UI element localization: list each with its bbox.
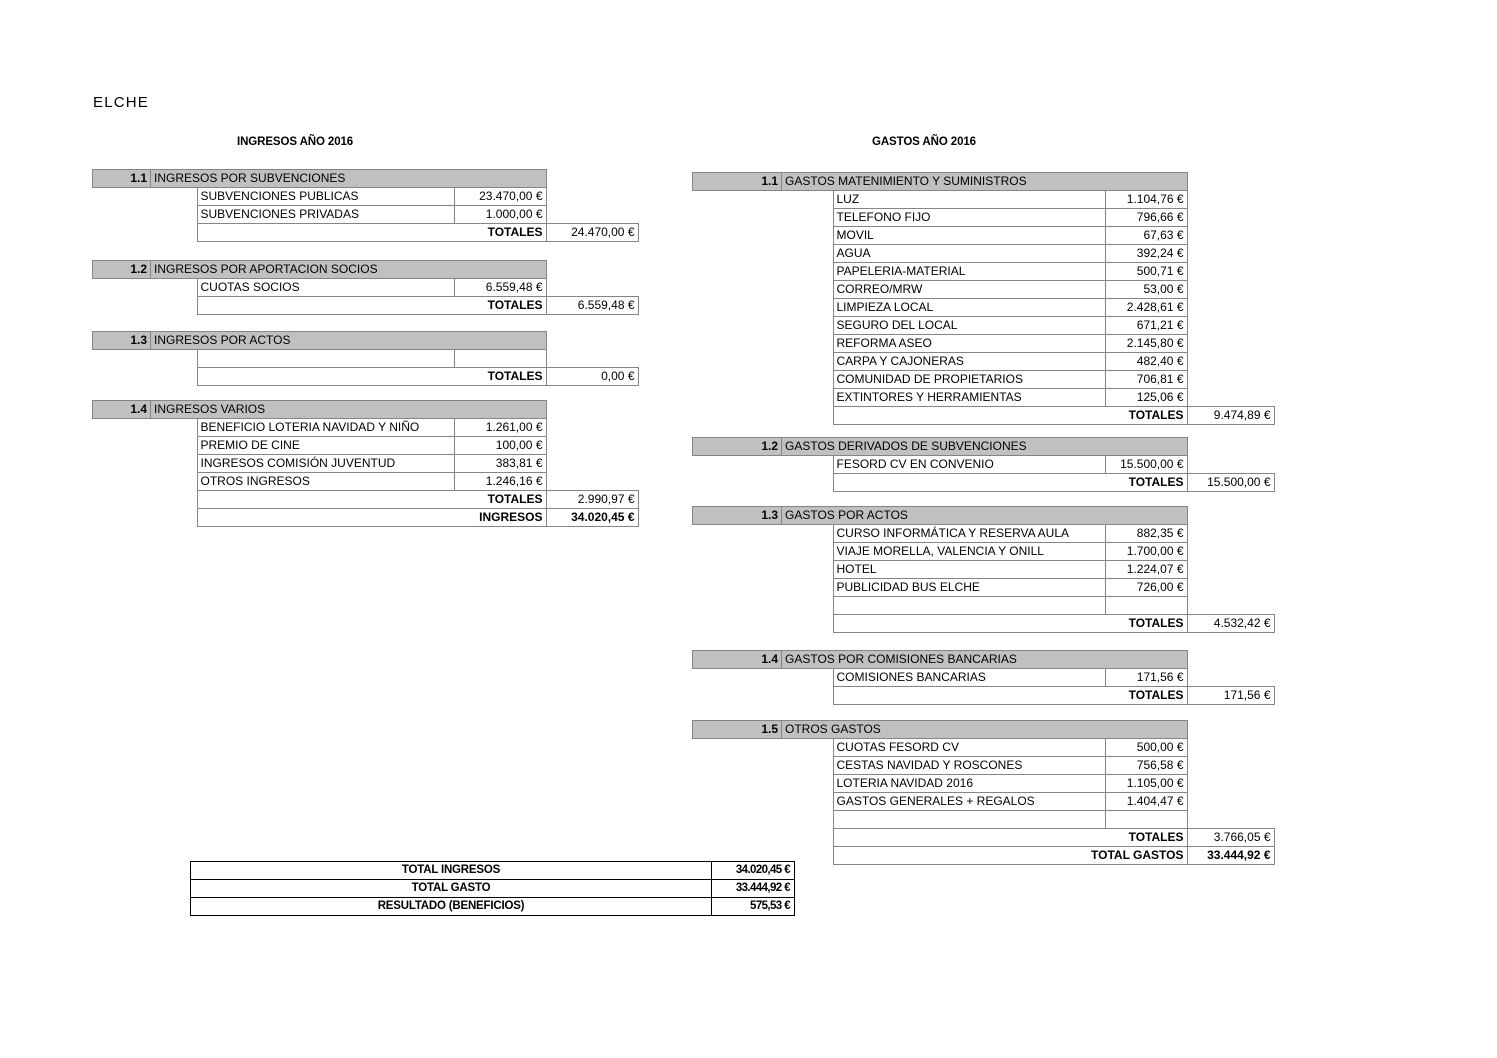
spacer-cell: [1187, 651, 1274, 669]
row-value: [454, 350, 546, 368]
section-header-row: [93, 332, 639, 350]
row-value: 500,71 €: [1105, 263, 1187, 281]
totals-label: TOTALES: [833, 687, 1187, 705]
section-header-row: [93, 170, 639, 188]
row-value: 726,00 €: [1105, 579, 1187, 597]
row-label: EXTINTORES Y HERRAMIENTAS: [833, 389, 1105, 407]
spacer-cell: [546, 419, 638, 437]
row-value: 2.428,61 €: [1105, 299, 1187, 317]
row-value: 6.559,48 €: [454, 279, 546, 297]
table-row: [93, 279, 639, 297]
totals-row: [693, 829, 1275, 847]
totals-row: [93, 297, 639, 315]
spacer-cell: [1187, 227, 1274, 245]
row-value: 67,63 €: [1105, 227, 1187, 245]
row-indent: [93, 437, 198, 455]
spacer-cell: [1187, 775, 1274, 793]
totals-row: [693, 687, 1275, 705]
totals-label: TOTALES: [833, 407, 1187, 425]
section-title: GASTOS POR ACTOS: [782, 507, 1188, 525]
row-value: [1105, 811, 1187, 829]
table-row: [693, 579, 1275, 597]
row-label: MOVIL: [833, 227, 1105, 245]
summary-label: TOTAL INGRESOS: [191, 862, 712, 880]
grand-total-label: TOTAL GASTOS: [833, 847, 1187, 865]
section-header-row: [693, 438, 1275, 456]
spacer-cell: [1187, 209, 1274, 227]
row-indent: [693, 775, 834, 793]
row-indent: [693, 561, 834, 579]
totals-row: [693, 615, 1275, 633]
row-label: REFORMA ASEO: [833, 335, 1105, 353]
income-column-heading: INGRESOS AÑO 2016: [237, 136, 354, 148]
row-label: LIMPIEZA LOCAL: [833, 299, 1105, 317]
table-row: [693, 543, 1275, 561]
section-grid: [692, 650, 1275, 705]
section-grid: [92, 260, 639, 315]
row-value: [1105, 597, 1187, 615]
row-label: OTROS INGRESOS: [197, 473, 454, 491]
income-section-1-1: [92, 169, 639, 242]
table-row: [93, 473, 639, 491]
spacer-cell: [1187, 811, 1274, 829]
row-value: 383,81 €: [454, 455, 546, 473]
table-row: [693, 597, 1275, 615]
row-indent: [93, 509, 198, 527]
spacer-cell: [1187, 543, 1274, 561]
row-indent: [693, 299, 834, 317]
row-label: COMISIONES BANCARIAS: [833, 669, 1105, 687]
row-indent: [693, 811, 834, 829]
table-row: [93, 188, 639, 206]
row-label: PREMIO DE CINE: [197, 437, 454, 455]
row-indent: [93, 455, 198, 473]
row-indent: [693, 281, 834, 299]
section-header-row: [93, 261, 639, 279]
row-indent: [693, 389, 834, 407]
section-title: GASTOS POR COMISIONES BANCARIAS: [782, 651, 1188, 669]
section-number: 1.1: [93, 170, 151, 188]
expense-section-1-5: [692, 720, 1275, 865]
row-indent: [93, 297, 198, 315]
page-title: ELCHE: [93, 94, 150, 111]
table-row: [693, 739, 1275, 757]
grand-total-label: INGRESOS: [197, 509, 546, 527]
table-row: [693, 757, 1275, 775]
table-row: [693, 299, 1275, 317]
row-label: SUBVENCIONES PUBLICAS: [197, 188, 454, 206]
summary-row: [191, 898, 795, 916]
row-label: LUZ: [833, 191, 1105, 209]
row-indent: [93, 350, 198, 368]
totals-value: 3.766,05 €: [1187, 829, 1274, 847]
summary-value: 34.020,45 €: [712, 862, 795, 880]
totals-row: [693, 407, 1275, 425]
summary-row: [191, 880, 795, 898]
spacer-cell: [546, 455, 638, 473]
table-row: [693, 335, 1275, 353]
row-indent: [93, 279, 198, 297]
section-title: OTROS GASTOS: [782, 721, 1188, 739]
spacer-cell: [1187, 721, 1274, 739]
table-row: [93, 419, 639, 437]
row-indent: [693, 227, 834, 245]
row-value: 706,81 €: [1105, 371, 1187, 389]
section-header-row: [93, 401, 639, 419]
totals-label: TOTALES: [833, 474, 1187, 492]
table-row: [693, 245, 1275, 263]
spacer-cell: [546, 437, 638, 455]
section-grid: [692, 172, 1275, 425]
totals-label: TOTALES: [197, 491, 546, 509]
row-value: 500,00 €: [1105, 739, 1187, 757]
spacer-cell: [546, 332, 638, 350]
summary-table: [190, 861, 795, 916]
row-label: PAPELERIA-MATERIAL: [833, 263, 1105, 281]
row-label: [833, 597, 1105, 615]
row-indent: [693, 191, 834, 209]
grand-total-value: 33.444,92 €: [1187, 847, 1274, 865]
spacer-cell: [1187, 281, 1274, 299]
table-row: [693, 561, 1275, 579]
row-label: GASTOS GENERALES + REGALOS: [833, 793, 1105, 811]
row-label: VIAJE MORELLA, VALENCIA Y ONILL: [833, 543, 1105, 561]
row-value: 756,58 €: [1105, 757, 1187, 775]
section-number: 1.4: [93, 401, 151, 419]
spacer-cell: [546, 279, 638, 297]
income-section-1-2: [92, 260, 639, 315]
spacer-cell: [1187, 525, 1274, 543]
grand-total-value: 34.020,45 €: [546, 509, 638, 527]
section-number: 1.2: [93, 261, 151, 279]
table-row: [693, 209, 1275, 227]
row-label: CARPA Y CAJONERAS: [833, 353, 1105, 371]
expense-section-1-3: [692, 506, 1275, 633]
section-number: 1.4: [693, 651, 782, 669]
row-value: 23.470,00 €: [454, 188, 546, 206]
row-indent: [93, 419, 198, 437]
row-indent: [693, 739, 834, 757]
section-title: INGRESOS POR APORTACION SOCIOS: [151, 261, 547, 279]
row-indent: [93, 224, 198, 242]
spacer-cell: [1187, 317, 1274, 335]
totals-value: 171,56 €: [1187, 687, 1274, 705]
totals-row: [93, 368, 639, 386]
section-header-row: [693, 651, 1275, 669]
table-row: [693, 793, 1275, 811]
row-indent: [693, 829, 834, 847]
totals-label: TOTALES: [197, 224, 546, 242]
spacer-cell: [1187, 353, 1274, 371]
row-value: 671,21 €: [1105, 317, 1187, 335]
row-indent: [693, 353, 834, 371]
totals-value: 2.990,97 €: [546, 491, 638, 509]
table-row: [693, 371, 1275, 389]
totals-label: TOTALES: [197, 297, 546, 315]
row-value: 1.000,00 €: [454, 206, 546, 224]
row-indent: [693, 757, 834, 775]
totals-label: TOTALES: [833, 829, 1187, 847]
table-row: [693, 669, 1275, 687]
spacer-cell: [1187, 561, 1274, 579]
totals-row: [93, 491, 639, 509]
row-indent: [693, 669, 834, 687]
row-value: 1.246,16 €: [454, 473, 546, 491]
row-indent: [693, 245, 834, 263]
row-label: CURSO INFORMÁTICA Y RESERVA AULA: [833, 525, 1105, 543]
row-label: BENEFICIO LOTERIA NAVIDAD Y NIÑO: [197, 419, 454, 437]
table-row: [693, 389, 1275, 407]
row-label: SUBVENCIONES PRIVADAS: [197, 206, 454, 224]
section-grid: [692, 437, 1275, 492]
row-label: CORREO/MRW: [833, 281, 1105, 299]
row-indent: [693, 263, 834, 281]
table-row: [93, 437, 639, 455]
totals-value: 24.470,00 €: [546, 224, 638, 242]
row-label: CUOTAS SOCIOS: [197, 279, 454, 297]
expense-column-heading: GASTOS AÑO 2016: [872, 136, 976, 148]
table-row: [693, 775, 1275, 793]
row-label: [833, 811, 1105, 829]
spacer-cell: [1187, 597, 1274, 615]
row-value: 482,40 €: [1105, 353, 1187, 371]
spacer-cell: [1187, 245, 1274, 263]
totals-value: 9.474,89 €: [1187, 407, 1274, 425]
section-header-row: [693, 507, 1275, 525]
spacer-cell: [1187, 793, 1274, 811]
row-label: AGUA: [833, 245, 1105, 263]
spacer-cell: [1187, 456, 1274, 474]
section-title: GASTOS DERIVADOS DE SUBVENCIONES: [782, 438, 1188, 456]
table-row: [693, 811, 1275, 829]
summary-value: 575,53 €: [712, 898, 795, 916]
section-grid: [692, 720, 1275, 865]
summary-label: RESULTADO (BENEFICIOS): [191, 898, 712, 916]
row-indent: [93, 368, 198, 386]
summary-value: 33.444,92 €: [712, 880, 795, 898]
table-row: [693, 317, 1275, 335]
row-indent: [93, 473, 198, 491]
section-header-row: [693, 173, 1275, 191]
spacer-cell: [1187, 299, 1274, 317]
row-value: 1.700,00 €: [1105, 543, 1187, 561]
income-section-1-3: [92, 331, 639, 386]
spacer-cell: [1187, 507, 1274, 525]
expense-section-1-4: [692, 650, 1275, 705]
section-title: INGRESOS POR SUBVENCIONES: [151, 170, 547, 188]
section-grid: [692, 506, 1275, 633]
row-value: 1.261,00 €: [454, 419, 546, 437]
section-title: INGRESOS POR ACTOS: [151, 332, 547, 350]
row-value: 882,35 €: [1105, 525, 1187, 543]
spacer-cell: [1187, 263, 1274, 281]
spacer-cell: [546, 261, 638, 279]
row-label: CUOTAS FESORD CV: [833, 739, 1105, 757]
row-value: 53,00 €: [1105, 281, 1187, 299]
summary-label: TOTAL GASTO: [191, 880, 712, 898]
row-indent: [93, 188, 198, 206]
totals-value: 0,00 €: [546, 368, 638, 386]
section-grid: [92, 169, 639, 242]
row-value: 392,24 €: [1105, 245, 1187, 263]
table-row: [693, 227, 1275, 245]
row-label: [197, 350, 454, 368]
row-value: 171,56 €: [1105, 669, 1187, 687]
grand-total-row: [93, 509, 639, 527]
row-label: CESTAS NAVIDAD Y ROSCONES: [833, 757, 1105, 775]
row-indent: [693, 543, 834, 561]
row-label: SEGURO DEL LOCAL: [833, 317, 1105, 335]
table-row: [693, 191, 1275, 209]
row-indent: [693, 793, 834, 811]
income-section-1-4: [92, 400, 639, 527]
spacer-cell: [1187, 579, 1274, 597]
expense-section-1-2: [692, 437, 1275, 492]
row-value: 2.145,80 €: [1105, 335, 1187, 353]
table-row: [693, 525, 1275, 543]
spacer-cell: [546, 188, 638, 206]
totals-label: TOTALES: [197, 368, 546, 386]
row-indent: [693, 317, 834, 335]
totals-value: 4.532,42 €: [1187, 615, 1274, 633]
section-number: 1.1: [693, 173, 782, 191]
row-value: 1.404,47 €: [1105, 793, 1187, 811]
totals-value: 15.500,00 €: [1187, 474, 1274, 492]
section-number: 1.2: [693, 438, 782, 456]
section-header-row: [693, 721, 1275, 739]
spacer-cell: [1187, 335, 1274, 353]
table-row: [693, 263, 1275, 281]
section-grid: [92, 331, 639, 386]
spacer-cell: [1187, 739, 1274, 757]
spacer-cell: [546, 170, 638, 188]
row-label: COMUNIDAD DE PROPIETARIOS: [833, 371, 1105, 389]
summary-row: [191, 862, 795, 880]
totals-row: [693, 474, 1275, 492]
row-indent: [693, 209, 834, 227]
row-indent: [693, 407, 834, 425]
spacer-cell: [1187, 173, 1274, 191]
table-row: [693, 456, 1275, 474]
section-number: 1.3: [93, 332, 151, 350]
table-row: [93, 206, 639, 224]
row-indent: [693, 615, 834, 633]
row-value: 15.500,00 €: [1105, 456, 1187, 474]
row-value: 796,66 €: [1105, 209, 1187, 227]
section-title: GASTOS MATENIMIENTO Y SUMINISTROS: [782, 173, 1188, 191]
spacer-cell: [1187, 389, 1274, 407]
spacer-cell: [1187, 371, 1274, 389]
section-number: 1.5: [693, 721, 782, 739]
row-label: PUBLICIDAD BUS ELCHE: [833, 579, 1105, 597]
row-label: INGRESOS COMISIÓN JUVENTUD: [197, 455, 454, 473]
row-label: LOTERIA NAVIDAD 2016: [833, 775, 1105, 793]
spacer-cell: [1187, 669, 1274, 687]
expense-section-1-1: [692, 172, 1275, 425]
row-label: FESORD CV EN CONVENIO: [833, 456, 1105, 474]
row-label: HOTEL: [833, 561, 1105, 579]
section-title: INGRESOS VARIOS: [151, 401, 547, 419]
row-indent: [693, 371, 834, 389]
section-number: 1.3: [693, 507, 782, 525]
totals-value: 6.559,48 €: [546, 297, 638, 315]
spacer-cell: [546, 401, 638, 419]
table-row: [693, 353, 1275, 371]
table-row: [93, 350, 639, 368]
row-indent: [693, 474, 834, 492]
row-indent: [693, 579, 834, 597]
table-row: [693, 281, 1275, 299]
row-indent: [693, 335, 834, 353]
row-value: 100,00 €: [454, 437, 546, 455]
row-indent: [693, 456, 834, 474]
spacer-cell: [1187, 191, 1274, 209]
spacer-cell: [546, 473, 638, 491]
spacer-cell: [546, 206, 638, 224]
row-indent: [693, 597, 834, 615]
row-indent: [693, 687, 834, 705]
table-row: [93, 455, 639, 473]
row-label: TELEFONO FIJO: [833, 209, 1105, 227]
row-value: 1.224,07 €: [1105, 561, 1187, 579]
totals-row: [93, 224, 639, 242]
spacer-cell: [1187, 438, 1274, 456]
row-value: 1.105,00 €: [1105, 775, 1187, 793]
row-indent: [693, 525, 834, 543]
spacer-cell: [546, 350, 638, 368]
row-indent: [93, 206, 198, 224]
spacer-cell: [1187, 757, 1274, 775]
section-grid: [92, 400, 639, 527]
summary-grid: [190, 861, 795, 916]
row-value: 1.104,76 €: [1105, 191, 1187, 209]
row-indent: [93, 491, 198, 509]
row-value: 125,06 €: [1105, 389, 1187, 407]
totals-label: TOTALES: [833, 615, 1187, 633]
